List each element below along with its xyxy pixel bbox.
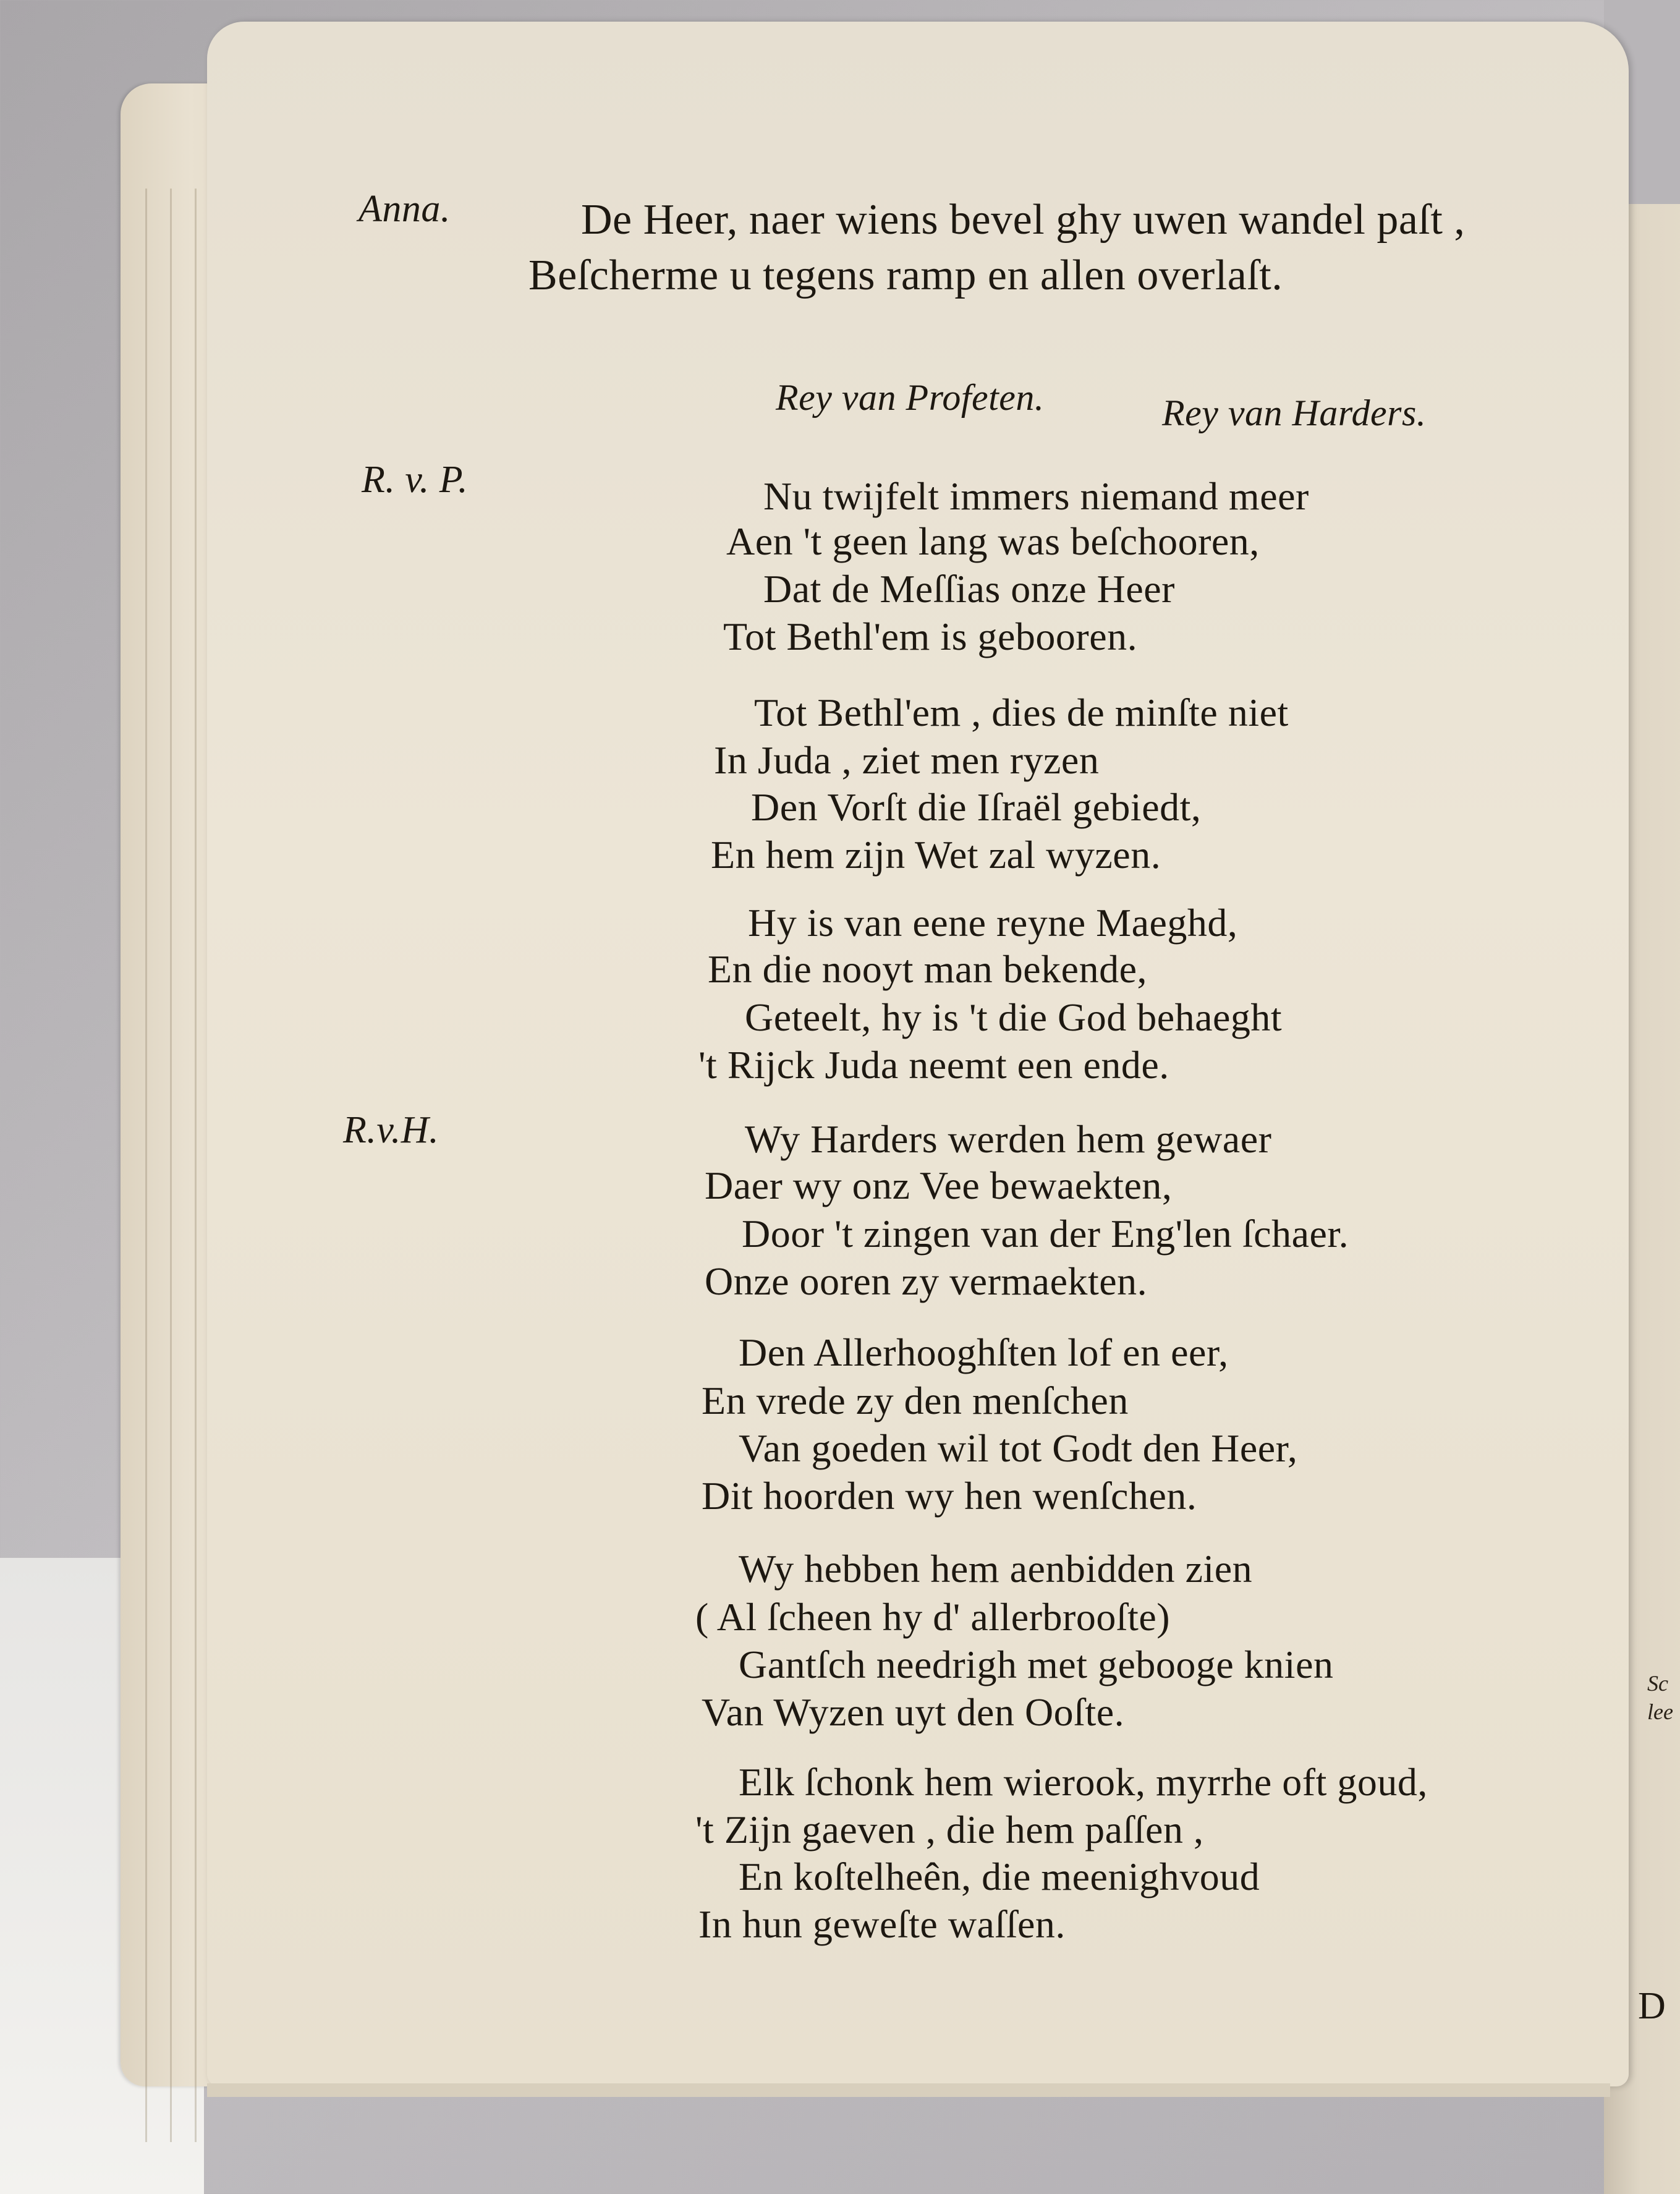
verse-line: Geteelt, hy is 't die God behaeght	[745, 995, 1283, 1039]
verse-line: ( Al ſcheen hy d' allerbrooſte)	[695, 1595, 1171, 1639]
speaker-shepherds: R.v.H.	[343, 1109, 439, 1151]
heading-prophets-chorus: Rey van Profeten.	[776, 377, 1045, 418]
page-edge-line	[145, 189, 147, 2142]
margin-note-line: lee	[1647, 1699, 1673, 1724]
verse-line: 't Zijn gaeven , die hem paſſen ,	[695, 1808, 1204, 1852]
verse-line: Den Vorſt die Iſraël gebiedt,	[751, 785, 1202, 829]
speaker-anna: Anna.	[358, 188, 451, 230]
verse-line: Tot Bethl'em , dies de minſte niet	[754, 691, 1289, 734]
verse-line: Van goeden wil tot Godt den Heer,	[739, 1426, 1298, 1470]
page-edge-line	[195, 189, 197, 2142]
verse-line: Den Allerhooghſten lof en eer,	[739, 1330, 1229, 1374]
heading-shepherds-chorus: Rey van Harders.	[1162, 393, 1427, 433]
verse-line: Gantſch needrigh met gebooge knien	[739, 1643, 1334, 1686]
verse-line: Hy is van eene reyne Maeghd,	[748, 901, 1238, 945]
verse-line: In Juda , ziet men ryzen	[714, 738, 1100, 782]
verse-line: En koſtelheên, die meenighvoud	[739, 1855, 1260, 1898]
verse-line: Aen 't geen lang was beſchooren,	[726, 519, 1260, 563]
verse-line: Onze ooren zy vermaekten.	[705, 1259, 1148, 1303]
verse-line: Dat de Meſſias onze Heer	[763, 567, 1175, 611]
verse-line: Beſcherme u tegens ramp en allen overlaſt.	[528, 252, 1283, 299]
verse-line: En hem zijn Wet zal wyzen.	[711, 833, 1161, 877]
page-edge-line	[170, 189, 172, 2142]
verse-line: Door 't zingen van der Eng'len ſchaer.	[742, 1212, 1349, 1256]
page-bottom-edge	[207, 2083, 1610, 2097]
speaker-prophets: R. v. P.	[362, 459, 469, 501]
verse-line: Wy Harders werden hem gewaer	[745, 1117, 1272, 1161]
verse-line: Elk ſchonk hem wierook, myrrhe oft goud,	[739, 1760, 1428, 1804]
verse-line: Van Wyzen uyt den Ooſte.	[702, 1690, 1125, 1734]
verse-line: Daer wy onz Vee bewaekten,	[705, 1163, 1173, 1207]
margin-note-line: Sc	[1647, 1671, 1668, 1696]
verse-line: Wy hebben hem aenbidden zien	[739, 1547, 1253, 1591]
verse-line: En die nooyt man bekende,	[708, 947, 1147, 991]
verse-line: Tot Bethl'em is gebooren.	[723, 614, 1138, 658]
verse-line: En vrede zy den menſchen	[702, 1379, 1129, 1422]
facing-page-catchword: D	[1638, 1985, 1666, 2027]
verse-line: Nu twijfelt immers niemand meer	[763, 474, 1309, 518]
facing-page-margin-note	[1647, 1669, 1680, 1726]
verse-line: De Heer, naer wiens bevel ghy uwen wandel paſt ,	[581, 196, 1466, 244]
verse-line: 't Rijck Juda neemt een ende.	[698, 1043, 1169, 1087]
verse-line: In hun geweſte waſſen.	[698, 1902, 1066, 1946]
verse-line: Dit hoorden wy hen wenſchen.	[702, 1474, 1197, 1518]
